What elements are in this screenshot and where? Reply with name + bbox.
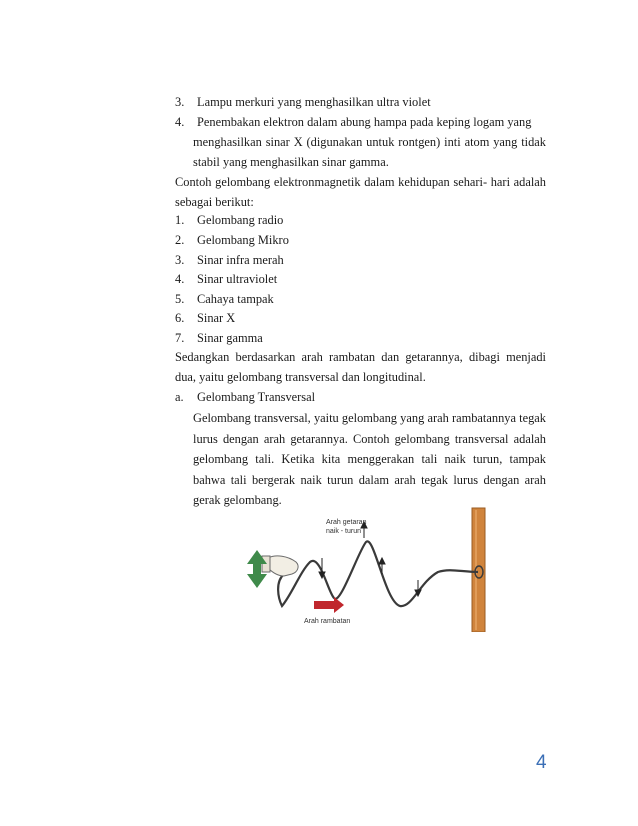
propagation-arrow-icon: [314, 597, 344, 613]
paragraph-line: Gelombang transversal, yaitu gelombang yang arah rambatannya tegak: [193, 411, 546, 425]
transverse-wave-figure: [240, 502, 540, 632]
list-item: [175, 271, 277, 287]
list-number: 6.: [175, 311, 185, 325]
list-item: [175, 330, 263, 346]
list-text: Lampu merkuri yang menghasilkan ultra violet: [197, 95, 431, 109]
figure-label-vibration: Arah getaran: [326, 519, 367, 526]
list-text: Cahaya tampak: [197, 292, 274, 306]
list-item: [175, 291, 274, 307]
list-number: 3.: [175, 95, 185, 109]
list-text: Gelombang radio: [197, 213, 284, 227]
paragraph-line: gelombang tali. Ketika kita menggerakan tali naik turun, tampak: [193, 452, 546, 466]
list-item: [175, 252, 284, 268]
paragraph-line: menghasilkan sinar X (digunakan untuk rontgen) inti atom yang tidak: [193, 135, 546, 149]
section-letter: a.: [175, 390, 184, 404]
list-text: Sinar infra merah: [197, 253, 284, 267]
list-number: 1.: [175, 213, 185, 227]
list-text: Gelombang Mikro: [197, 233, 289, 247]
list-number: 2.: [175, 233, 185, 247]
list-number: 4.: [175, 115, 185, 129]
list-item: [175, 94, 431, 110]
list-item: [175, 310, 235, 326]
list-number: 4.: [175, 272, 185, 286]
section-title: Gelombang Transversal: [197, 390, 316, 404]
paragraph-line: sebagai berikut:: [175, 195, 254, 209]
paragraph-line: stabil yang menghasilkan sinar gamma.: [193, 155, 389, 169]
list-text: Penembakan elektron dalam abung hampa pada keping logam yang: [197, 115, 532, 129]
section-heading: [175, 389, 315, 405]
list-item: [175, 232, 289, 248]
list-text: Sinar gamma: [197, 331, 263, 345]
paragraph-line: Contoh gelombang elektronmagnetik dalam kehidupan sehari- hari adalah: [175, 175, 546, 189]
list-text: Sinar X: [197, 311, 236, 325]
page-number: 4: [536, 752, 547, 773]
list-item: [175, 212, 283, 228]
hand-icon: [262, 556, 298, 576]
figure-label-vibration-sub: naik - turun: [326, 528, 362, 535]
list-item: [175, 114, 531, 130]
list-number: 5.: [175, 292, 185, 306]
list-text: Sinar ultraviolet: [197, 272, 278, 286]
paragraph-line: dua, yaitu gelombang transversal dan longitudinal.: [175, 370, 426, 384]
paragraph-line: Sedangkan berdasarkan arah rambatan dan getarannya, dibagi menjadi: [175, 350, 546, 364]
paragraph-line: lurus dengan arah getarannya. Contoh gelombang transversal adalah: [193, 432, 546, 446]
paragraph-line: gerak gelombang.: [193, 493, 282, 507]
list-number: 7.: [175, 331, 185, 345]
figure-label-propagation: Arah rambatan: [304, 618, 351, 625]
list-number: 3.: [175, 253, 185, 267]
paragraph-line: bahwa tali bergerak naik turun dalam arah tegak lurus dengan arah: [193, 473, 546, 487]
rope: [278, 541, 478, 606]
